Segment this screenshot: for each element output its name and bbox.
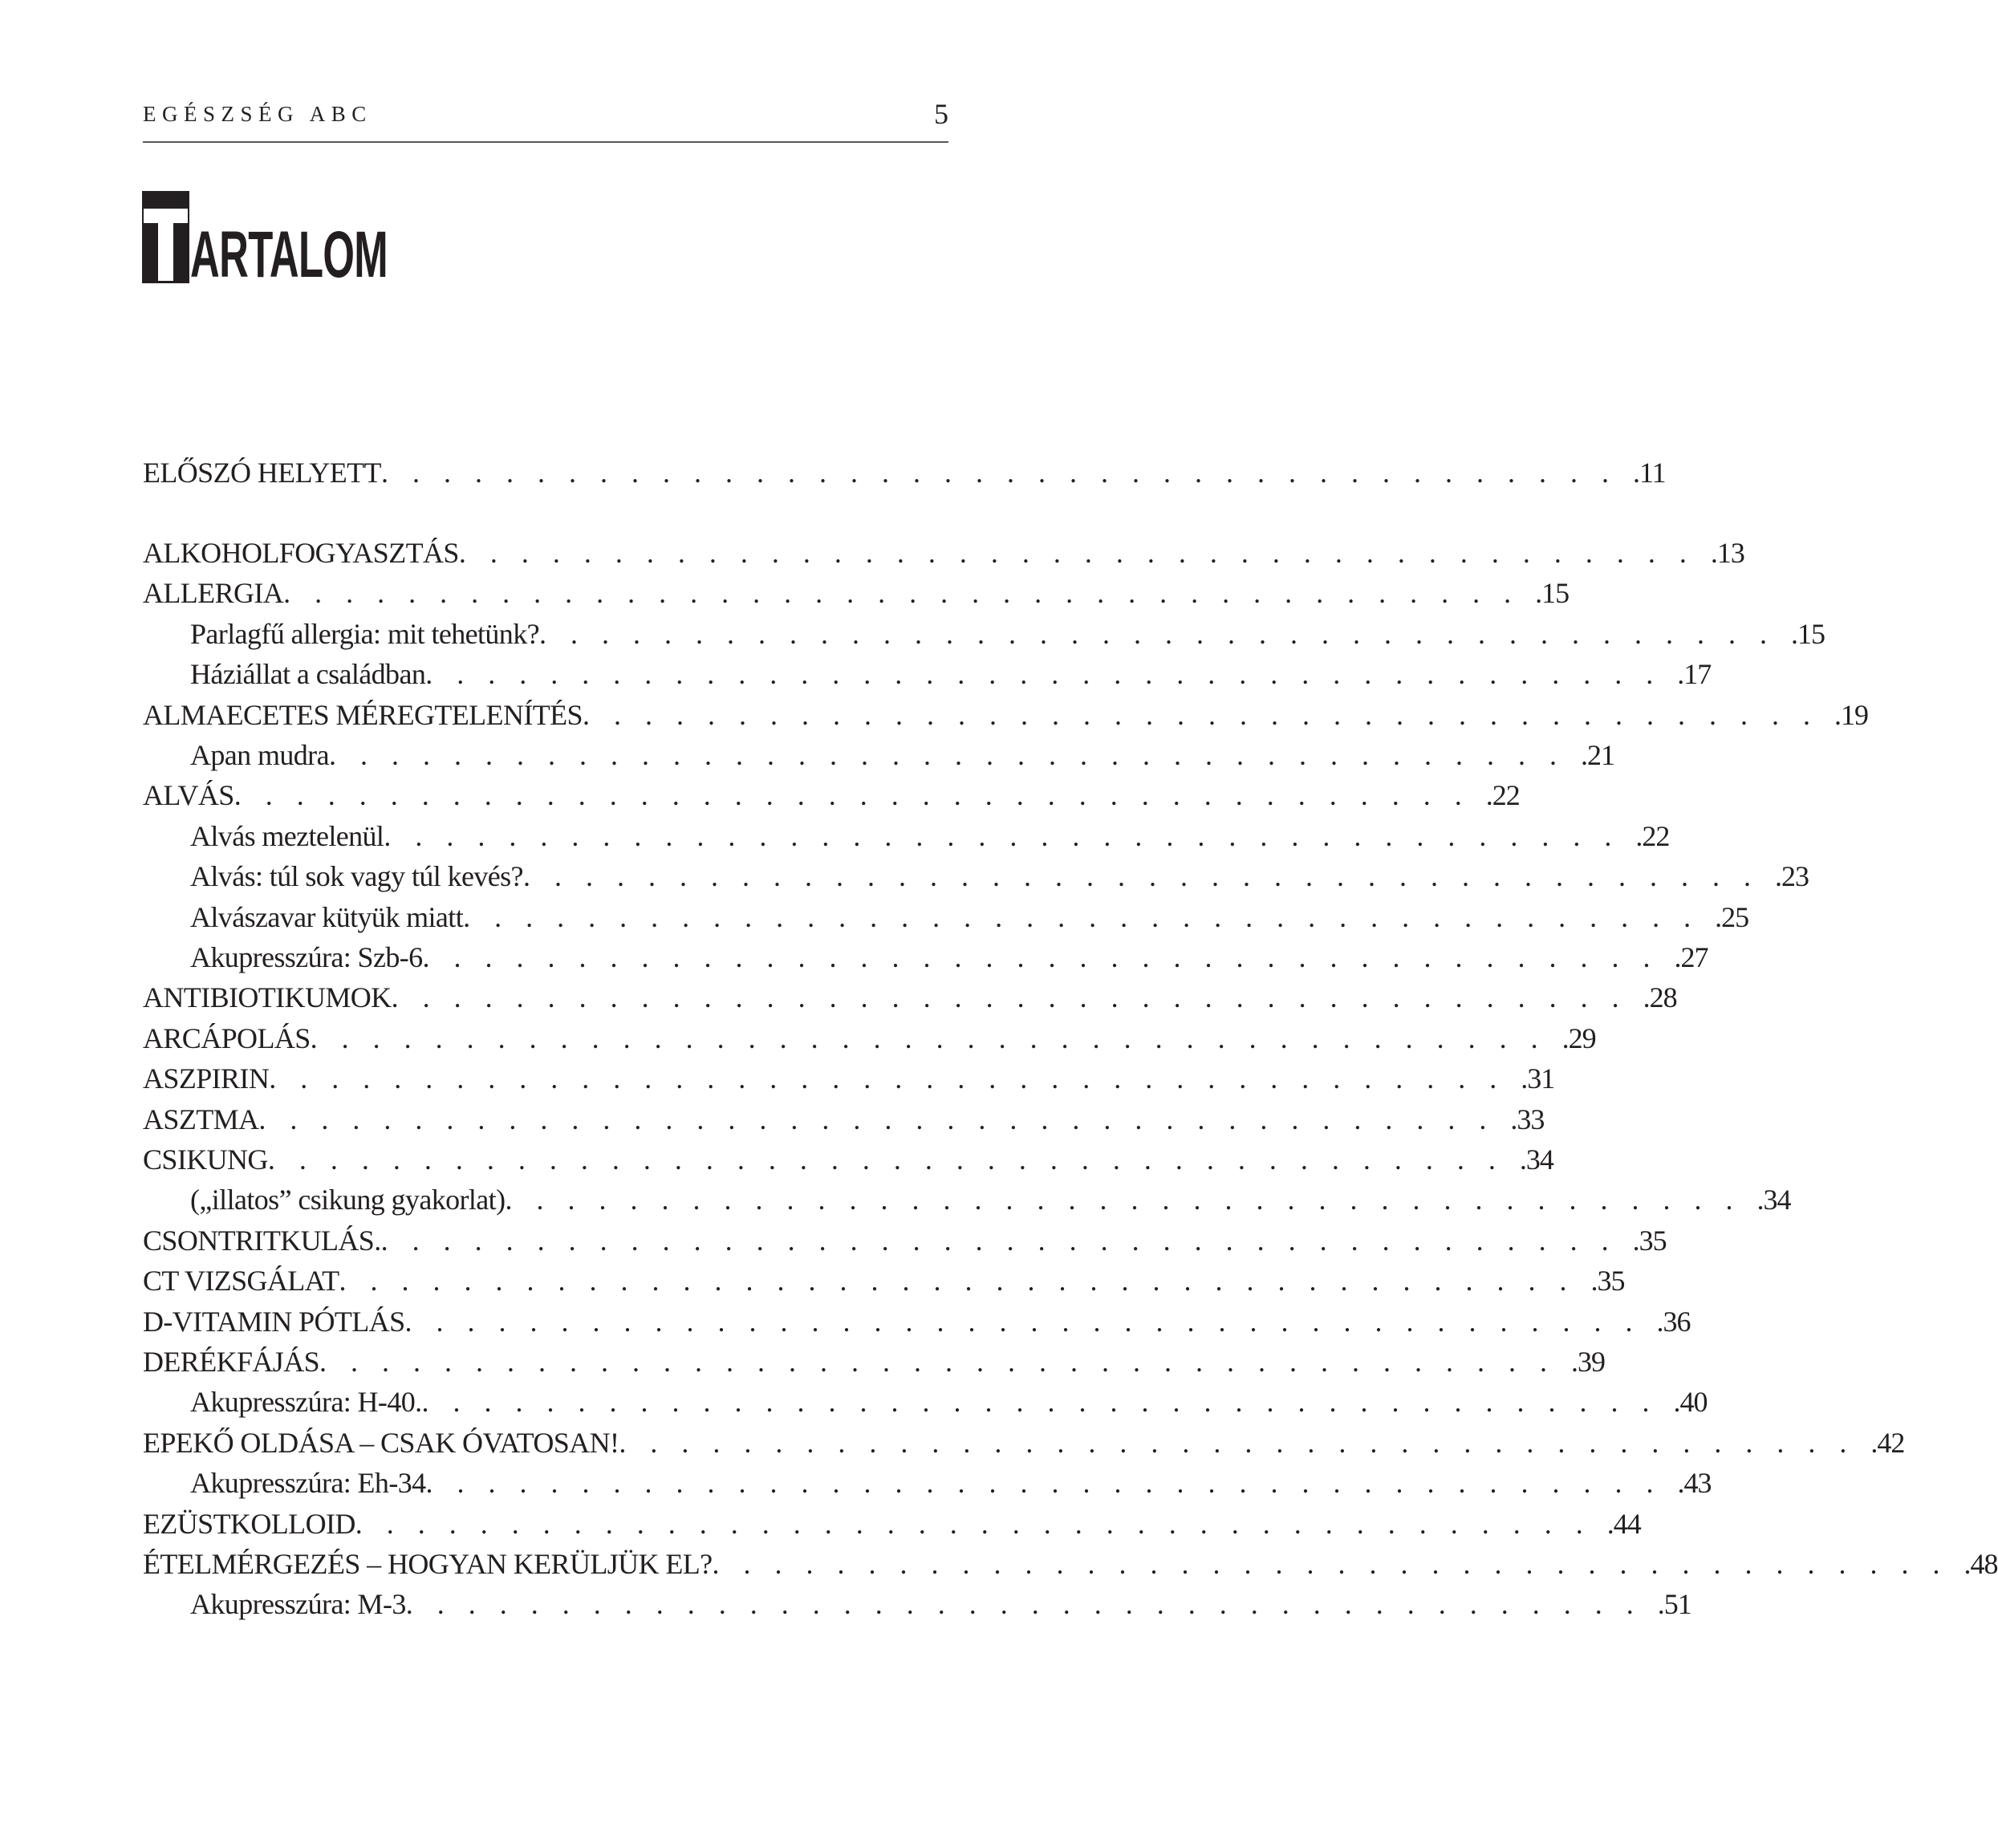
dot-leader: ........................................ (269, 1062, 1521, 1095)
toc-entry-page: .19 (1834, 698, 1868, 731)
toc-entry-page: .35 (1632, 1224, 1667, 1257)
toc-entry[interactable] (143, 1302, 1691, 1342)
toc-entry-title: EZÜSTKOLLOID (143, 1507, 355, 1540)
toc-subentry[interactable] (143, 937, 1708, 977)
toc-entry[interactable] (143, 1139, 1553, 1180)
toc-entry-page: .21 (1580, 739, 1614, 771)
toc-entry[interactable] (143, 1342, 1606, 1382)
toc-entry-title: ASZPIRIN (143, 1062, 270, 1095)
dot-leader: ........................................ (355, 1507, 1607, 1540)
toc-subentry[interactable] (143, 614, 1825, 654)
toc-entry-page: .44 (1606, 1507, 1641, 1540)
toc-entry[interactable] (143, 1099, 1545, 1139)
dot-leader: ........................................ (258, 1103, 1511, 1135)
dot-leader: ........................................ (384, 819, 1636, 852)
toc-entry-page: .51 (1657, 1588, 1691, 1621)
dot-leader: ........................................ (267, 1143, 1520, 1176)
chapter-title-rest: ARTALOM (190, 218, 388, 291)
page-number: 5 (934, 98, 948, 130)
toc-entry-title: Parlagfű allergia: mit tehetünk? (190, 617, 539, 650)
dot-leader: ........................................ (505, 1184, 1757, 1216)
toc-entry-title: ALKOHOLFOGYASZTÁS (143, 537, 459, 569)
toc-entry-page: .36 (1656, 1305, 1691, 1338)
toc-entry[interactable] (143, 977, 1677, 1017)
dot-leader: ........................................ (380, 1224, 1633, 1257)
toc-entry-page: .43 (1677, 1467, 1712, 1500)
toc-entry-page: .15 (1535, 577, 1570, 610)
dot-leader: ........................................ (405, 1588, 1658, 1621)
dot-leader: ........................................ (310, 1021, 1562, 1054)
toc-entry-page: .34 (1756, 1184, 1791, 1216)
toc-entry-page: .48 (1963, 1548, 1998, 1580)
toc-entry[interactable] (143, 1423, 1905, 1463)
toc-entry-title: ALVÁS (143, 779, 234, 812)
drop-initial-box (142, 191, 189, 283)
toc-entry[interactable] (143, 1261, 1625, 1301)
toc-entry[interactable] (143, 1504, 1641, 1544)
toc-entry[interactable] (143, 1220, 1667, 1261)
toc-entry-title: D-VITAMIN PÓTLÁS (143, 1305, 405, 1338)
dot-leader: ........................................ (380, 457, 1633, 489)
toc-entry[interactable] (143, 453, 1666, 493)
toc-subentry[interactable] (143, 816, 1670, 856)
running-head (143, 98, 948, 130)
running-head-title: EGÉSZSÉG ABC (143, 102, 372, 126)
dot-leader: ........................................ (328, 739, 1581, 771)
toc-entry-page: .34 (1519, 1143, 1553, 1176)
toc-entry-title: Alvás meztelenül (190, 819, 384, 852)
toc-entry-title: ANTIBIOTIKUMOK (143, 981, 392, 1014)
toc-entry-title: ALLERGIA (143, 577, 284, 610)
toc-entry-page: .27 (1674, 941, 1708, 973)
toc-entry[interactable] (143, 695, 1868, 735)
toc-entry-page: .39 (1571, 1346, 1606, 1378)
toc-entry-title: CT VIZSGÁLAT (143, 1265, 339, 1298)
toc-entry-title: („illatos” csikung gyakorlat) (190, 1184, 506, 1216)
toc-subentry[interactable] (143, 1382, 1708, 1422)
toc-entry-title: EPEKŐ OLDÁSA – CSAK ÓVATOSAN! (143, 1426, 619, 1459)
toc-entry-page: .17 (1677, 658, 1712, 691)
toc-entry[interactable] (143, 1058, 1555, 1099)
toc-entry[interactable] (143, 573, 1570, 613)
toc-entry-page: .23 (1774, 860, 1809, 893)
toc-entry-page: .35 (1590, 1265, 1625, 1298)
toc-entry-title: Alvás: túl sok vagy túl kevés? (190, 860, 523, 893)
dot-leader: ........................................ (619, 1426, 1871, 1459)
dot-leader: ........................................ (421, 1386, 1674, 1419)
toc-entry-page: .13 (1710, 537, 1744, 569)
toc-entry-page: .29 (1561, 1021, 1596, 1054)
dot-leader: ........................................ (538, 617, 1791, 650)
toc-entry-title: ARCÁPOLÁS (143, 1021, 311, 1054)
toc-entry[interactable] (143, 775, 1520, 815)
toc-entry-page: .25 (1715, 900, 1749, 933)
dot-leader: ........................................ (283, 577, 1536, 610)
header-rule (143, 141, 948, 143)
toc-entry-page: .22 (1635, 819, 1670, 852)
dot-leader: ........................................ (339, 1265, 1591, 1298)
toc-entry-title: CSONTRITKULÁS. (143, 1224, 381, 1257)
toc-entry-page: .33 (1510, 1103, 1545, 1135)
toc-entry-title: Akupresszúra: M-3 (190, 1588, 406, 1621)
toc-entry-title: ALMAECETES MÉREGTELENÍTÉS (143, 698, 583, 731)
toc-subentry[interactable] (143, 1584, 1691, 1624)
toc-entry-title: DERÉKFÁJÁS (143, 1346, 320, 1378)
dot-leader: ........................................ (582, 698, 1834, 731)
toc-entry-title: ÉTELMÉRGEZÉS – HOGYAN KERÜLJÜK EL? (143, 1548, 713, 1580)
dot-leader: ........................................ (463, 900, 1716, 933)
dot-leader: ........................................ (522, 860, 1775, 893)
toc-entry-title: Apan mudra (190, 739, 329, 771)
toc-entry-page: .42 (1870, 1426, 1905, 1459)
toc-subentry[interactable] (143, 654, 1712, 694)
dot-leader: ........................................ (425, 1467, 1678, 1500)
dot-leader: ........................................ (234, 779, 1486, 812)
toc-entry-page: .28 (1643, 981, 1677, 1014)
dot-leader: ........................................ (712, 1548, 1964, 1580)
toc-entry-page: .15 (1790, 617, 1825, 650)
toc-entry-title: ELŐSZÓ HELYETT (143, 457, 381, 489)
toc-entry-title: Alvászavar kütyük miatt (190, 900, 464, 933)
dot-leader: ........................................ (458, 537, 1711, 569)
toc-entry[interactable] (143, 1544, 1998, 1584)
toc-entry-page: .31 (1521, 1062, 1555, 1095)
toc-entry-title: Akupresszúra: H-40. (190, 1386, 422, 1419)
toc-entry[interactable] (143, 1018, 1596, 1058)
toc-entry-title: Akupresszúra: Eh-34 (190, 1467, 426, 1500)
dot-leader: ........................................ (422, 941, 1675, 973)
toc-subentry[interactable] (143, 897, 1749, 937)
toc-entry-title: Háziállat a családban (190, 658, 426, 691)
toc-subentry[interactable] (143, 856, 1809, 896)
toc-subentry[interactable] (143, 1463, 1712, 1503)
toc-entry-title: Akupresszúra: Szb-6 (190, 941, 423, 973)
toc-entry-page: .22 (1485, 779, 1520, 812)
toc-entry[interactable] (143, 533, 1744, 573)
initial-letter-stem (158, 209, 173, 281)
toc-subentry[interactable] (143, 1180, 1791, 1220)
dot-leader: ........................................ (425, 658, 1678, 691)
toc-entry-title: ASZTMA (143, 1103, 259, 1135)
toc-entry-page: .11 (1632, 457, 1666, 489)
toc-subentry[interactable] (143, 735, 1614, 775)
dot-leader: ........................................ (391, 981, 1643, 1014)
dot-leader: ........................................ (319, 1346, 1572, 1378)
toc-entry-title: CSIKUNG (143, 1143, 268, 1176)
toc-entry-page: .40 (1673, 1386, 1708, 1419)
dot-leader: ........................................ (404, 1305, 1657, 1338)
